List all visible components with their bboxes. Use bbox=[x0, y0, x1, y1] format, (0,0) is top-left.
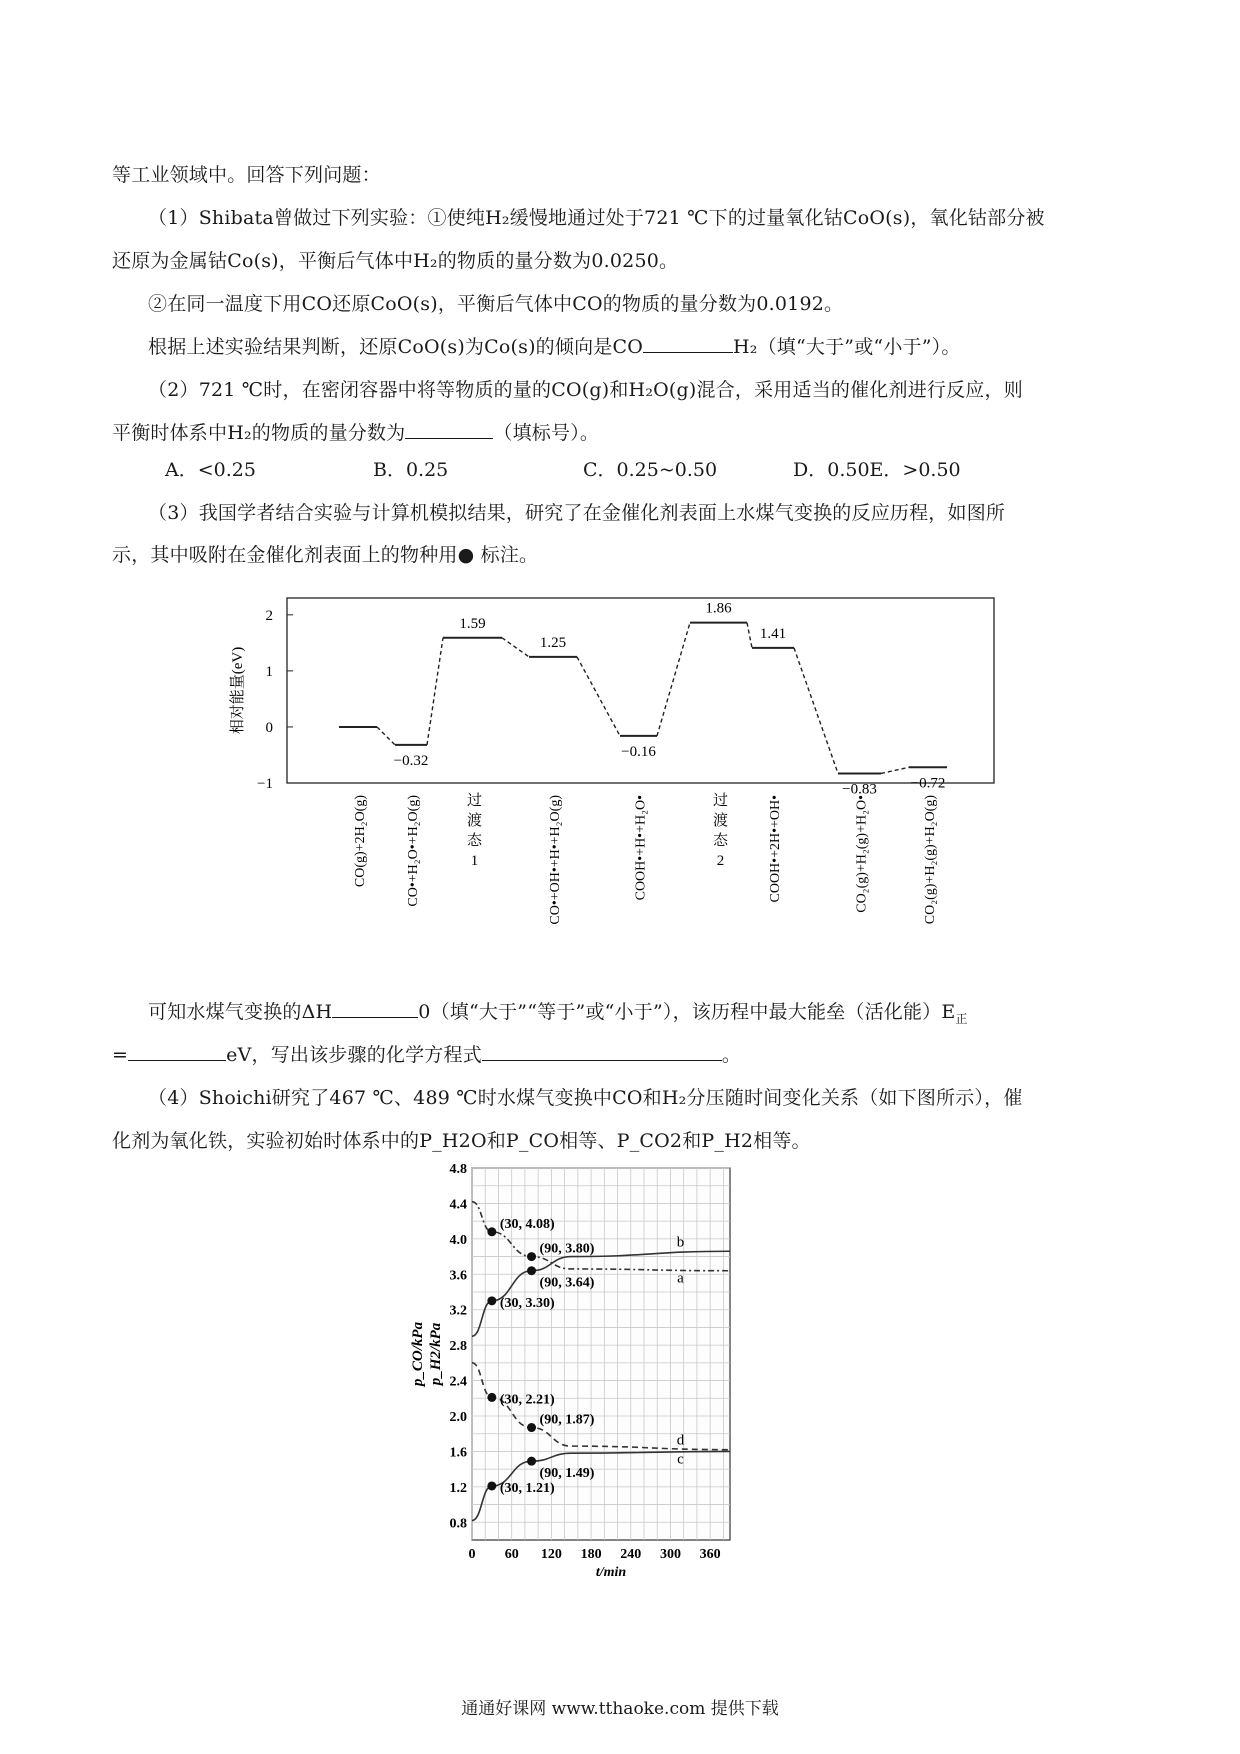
y-tick-label: 3.6 bbox=[449, 1268, 467, 1284]
question-4-line-1: （4）Shoichi研究了467 ℃、489 ℃时水煤气变换中CO和H₂分压随时间变化关系（如下图所示），催 bbox=[148, 1087, 1023, 1109]
option-c: C．0.25~0.50 bbox=[583, 459, 718, 481]
data-point bbox=[527, 1457, 536, 1466]
question-1-line-2: 还原为金属钴Co(s)，平衡后气体中H₂的物质的量分数为0.0250。 bbox=[112, 250, 679, 272]
data-point bbox=[487, 1481, 496, 1490]
transition-connector bbox=[502, 638, 529, 657]
category-label: 过 bbox=[712, 793, 729, 809]
y-tick-label: 0.8 bbox=[449, 1516, 467, 1532]
category-label: CO•+OH•+H•+H₂O(g) bbox=[548, 795, 563, 925]
y-axis-label: p_H2/kPa bbox=[428, 1322, 444, 1386]
series-label: c bbox=[677, 1451, 684, 1468]
y-tick-label: −1 bbox=[257, 776, 273, 792]
point-annotation: (90, 1.87) bbox=[539, 1412, 595, 1428]
data-label: −0.72 bbox=[910, 775, 946, 792]
point-annotation: (30, 2.21) bbox=[499, 1392, 555, 1408]
category-label: 过 bbox=[466, 793, 483, 809]
y-tick-label: 0 bbox=[265, 719, 273, 736]
category-label: 态 bbox=[712, 833, 729, 849]
answer-blank bbox=[643, 336, 733, 353]
x-tick-label: 0 bbox=[468, 1547, 476, 1562]
pressure-time-chart bbox=[410, 1160, 830, 1600]
answer-blank bbox=[332, 1001, 418, 1018]
question-2-line-1: （2）721 ℃时，在密闭容器中将等物质的量的CO(g)和H₂O(g)混合，采用适当的催化剂进行反应，则 bbox=[148, 379, 1023, 401]
data-label: −0.32 bbox=[393, 752, 429, 769]
data-label: −0.83 bbox=[842, 781, 877, 798]
transition-connector bbox=[427, 638, 443, 745]
y-tick-label: 2.8 bbox=[449, 1339, 467, 1355]
answer-blank bbox=[482, 1044, 722, 1061]
transition-connector bbox=[377, 727, 395, 745]
category-label: CO₂(g)+H₂(g)+H₂O• bbox=[854, 795, 870, 913]
category-label: 2 bbox=[716, 853, 725, 869]
data-point bbox=[487, 1296, 496, 1305]
data-point bbox=[527, 1266, 536, 1275]
series-label: a bbox=[677, 1270, 684, 1287]
point-annotation: (90, 3.64) bbox=[539, 1275, 595, 1291]
data-point bbox=[527, 1252, 536, 1261]
y-axis-label: p_CO/kPa bbox=[410, 1321, 426, 1387]
x-tick-label: 360 bbox=[699, 1547, 721, 1562]
question-3-line-2: 示，其中吸附在金催化剂表面上的物种用● 标注。 bbox=[112, 544, 539, 566]
data-label: −0.16 bbox=[621, 743, 656, 760]
category-label: 渡 bbox=[466, 813, 483, 829]
y-tick-label: 2.4 bbox=[449, 1374, 467, 1390]
data-point bbox=[487, 1393, 496, 1402]
series-label: d bbox=[676, 1432, 685, 1449]
data-label: 1.86 bbox=[705, 600, 732, 617]
question-2-line-2: 平衡时体系中H₂的物质的量分数为 （填标号）。 bbox=[112, 422, 600, 444]
x-tick-label: 120 bbox=[540, 1547, 562, 1562]
data-label: 1.25 bbox=[539, 634, 567, 651]
answer-blank bbox=[405, 422, 493, 439]
category-label: COOH•+2H•+OH• bbox=[768, 795, 783, 903]
y-tick-label: 1.6 bbox=[449, 1445, 467, 1461]
energy-chart-plot bbox=[229, 598, 994, 925]
paragraph-line: 等工业领域中。回答下列问题： bbox=[112, 164, 381, 186]
y-tick-label: 4.4 bbox=[449, 1197, 467, 1213]
point-annotation: (30, 3.30) bbox=[499, 1295, 555, 1311]
point-annotation: (30, 4.08) bbox=[499, 1216, 555, 1232]
category-label: CO₂(g)+H₂(g)+H₂O(g) bbox=[923, 795, 938, 925]
question-3-line-3: 可知水煤气变换的ΔH 0（填“大于”“等于”或“小于”），该历程中最大能垒（活化能）$E_正$ bbox=[148, 1001, 968, 1026]
question-1-line-4: 根据上述实验结果判断，还原CoO(s)为Co(s)的倾向是CO H₂（填“大于”或“小于”）。 bbox=[148, 336, 961, 358]
x-tick-label: 300 bbox=[659, 1547, 681, 1562]
data-point bbox=[527, 1423, 536, 1432]
x-tick-label: 240 bbox=[620, 1547, 642, 1562]
question-4-line-2: 化剂为氧化铁，实验初始时体系中的P_H2O和P_CO相等、P_CO2和P_H2相等。 bbox=[112, 1130, 811, 1152]
question-3-line-4: = eV，写出该步骤的化学方程式 。 bbox=[112, 1044, 742, 1066]
category-label: CO(g)+2H₂O(g) bbox=[353, 795, 368, 888]
y-tick-label: 1.2 bbox=[449, 1480, 467, 1496]
energy-profile-chart bbox=[212, 590, 1012, 950]
transition-connector bbox=[881, 767, 909, 773]
question-1-line-3: ②在同一温度下用CO还原CoO(s)，平衡后气体中CO的物质的量分数为0.0192。 bbox=[148, 293, 844, 315]
category-label: COOH•+H•+H₂O• bbox=[633, 795, 649, 901]
question-1-line-1: （1）Shibata曾做过下列实验：①使纯H₂缓慢地通过处于721 ℃下的过量氧化钴CoO(s)，氧化钴部分被 bbox=[148, 207, 1045, 229]
category-label: 渡 bbox=[712, 813, 729, 829]
y-axis-label: 相对能量(eV) bbox=[230, 646, 246, 735]
transition-connector bbox=[577, 657, 620, 736]
y-tick-label: 2 bbox=[265, 607, 273, 624]
y-tick-label: 2.0 bbox=[449, 1410, 467, 1425]
category-label: 态 bbox=[466, 833, 483, 849]
x-axis-label: t/min bbox=[595, 1565, 627, 1580]
category-label: 1 bbox=[470, 853, 479, 869]
point-annotation: (90, 3.80) bbox=[539, 1241, 595, 1257]
y-tick-label: 3.2 bbox=[449, 1303, 467, 1319]
transition-connector bbox=[657, 623, 690, 736]
y-tick-label: 4.8 bbox=[449, 1162, 467, 1177]
pressure-chart-plot bbox=[410, 1162, 730, 1580]
x-tick-label: 180 bbox=[580, 1547, 602, 1562]
y-tick-label: 1 bbox=[265, 663, 273, 680]
option-a: A．<0.25 bbox=[165, 459, 256, 481]
question-3-line-1: （3）我国学者结合实验与计算机模拟结果，研究了在金催化剂表面上水煤气变换的反应历程，如图所 bbox=[148, 502, 1006, 524]
point-annotation: (90, 1.49) bbox=[539, 1466, 595, 1482]
point-annotation: (30, 1.21) bbox=[499, 1480, 555, 1496]
transition-connector bbox=[794, 648, 838, 774]
x-tick-label: 60 bbox=[504, 1547, 519, 1562]
data-point bbox=[487, 1227, 496, 1236]
y-tick-label: 4.0 bbox=[449, 1232, 467, 1248]
series-label: b bbox=[676, 1234, 685, 1251]
footer-text: 通通好课网 www.tthaoke.com 提供下载 bbox=[461, 1699, 779, 1719]
option-b: B．0.25 bbox=[373, 459, 449, 481]
option-d: D．0.50E．>0.50 bbox=[793, 459, 961, 481]
data-label: 1.59 bbox=[459, 615, 486, 632]
category-label: CO•+H₂O•+H₂O(g) bbox=[406, 795, 421, 907]
answer-blank bbox=[128, 1044, 226, 1061]
data-label: 1.41 bbox=[759, 625, 787, 642]
transition-connector bbox=[747, 623, 752, 648]
